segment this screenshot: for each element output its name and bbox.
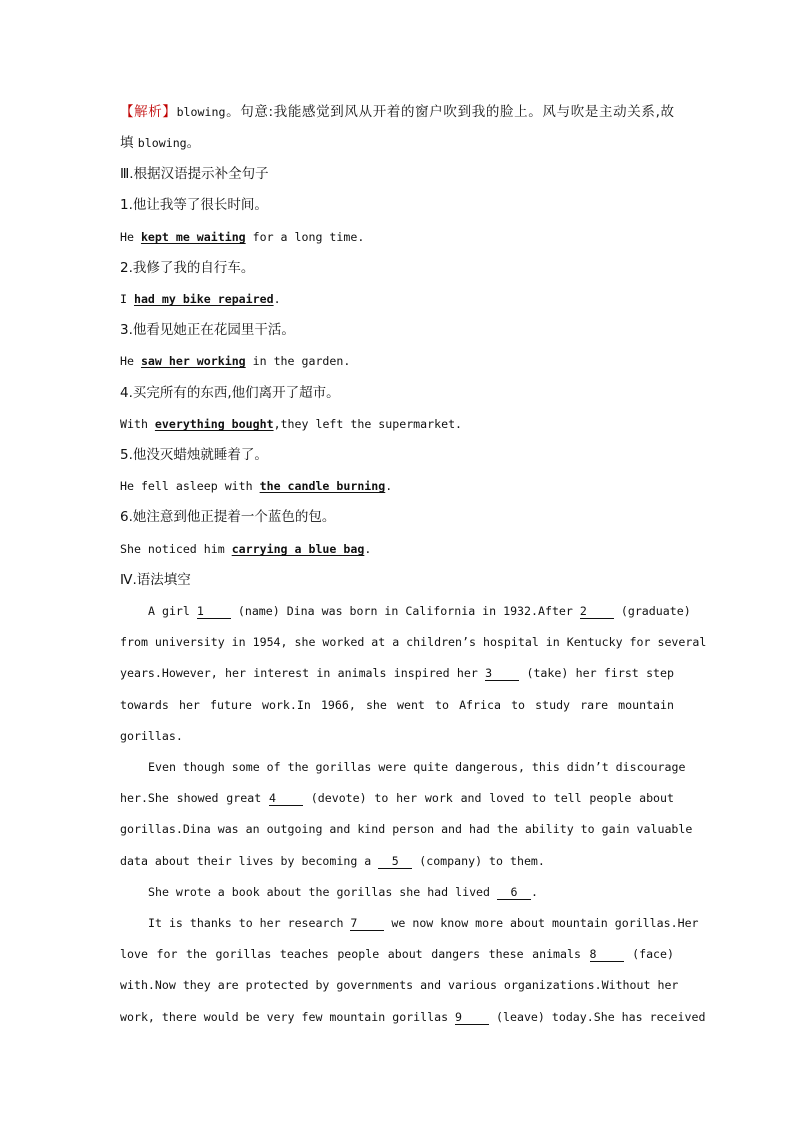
item-post: for a long time. xyxy=(245,230,365,244)
passage-text: data about their lives by becoming a xyxy=(120,854,379,868)
item-pre: I xyxy=(120,292,134,306)
item-answer: saw her working xyxy=(140,354,246,368)
answer-blank: 9 xyxy=(455,1010,489,1025)
passage-line: gorillas. xyxy=(120,729,183,743)
item-chinese: 4.买完所有的东西,他们离开了超市。 xyxy=(120,385,340,401)
item-english xyxy=(120,228,674,246)
passage-text: we now know more about mountain gorillas.Her xyxy=(384,916,699,930)
passage-text: years.However, her interest in animals inspired her xyxy=(120,666,486,680)
analysis-text: 。句意:我能感觉到风从开着的窗户吹到我的脸上。风与吹是主动关系,故 xyxy=(225,104,675,120)
passage-line xyxy=(120,664,674,682)
item-pre: He xyxy=(120,354,141,368)
item-post: in the garden. xyxy=(245,354,351,368)
item-chinese: 6.她注意到他正提着一个蓝色的包。 xyxy=(120,509,336,525)
passage-line xyxy=(120,789,674,807)
passage-line: from university in 1954, she worked at a children’s hospital in Kentucky for several xyxy=(120,635,707,649)
passage-text: (devote) to her work and loved to tell people about xyxy=(303,791,674,805)
item-chinese: 5.他没灭蜡烛就睡着了。 xyxy=(120,447,268,463)
passage-text: (company) to them. xyxy=(412,854,545,868)
passage-text: She wrote a book about the gorillas she had lived xyxy=(148,885,498,899)
item-answer: carrying a blue bag xyxy=(231,542,365,556)
item-english xyxy=(120,540,674,558)
passage-text: love for the gorillas teaches people about dangers these animals xyxy=(120,947,590,961)
analysis-end: 。 xyxy=(186,135,201,151)
answer-word: blowing xyxy=(176,105,226,119)
passage-text: (take) her first step xyxy=(519,666,674,680)
analysis-line-2 xyxy=(120,134,674,152)
answer-word: blowing xyxy=(137,136,187,150)
passage-line xyxy=(148,914,699,932)
section-heading: Ⅲ.根据汉语提示补全句子 xyxy=(120,166,269,182)
passage-line: with.Now they are protected by governments and various organizations.Without her xyxy=(120,978,679,992)
item-english xyxy=(120,415,674,433)
answer-blank: 2 xyxy=(580,604,614,619)
item-english xyxy=(120,352,674,370)
item-post: . xyxy=(385,479,393,493)
item-answer: the candle burning xyxy=(259,479,386,493)
item-english xyxy=(120,477,674,495)
passage-line xyxy=(148,883,674,901)
passage-text: (leave) today.She has received xyxy=(489,1010,706,1024)
item-post: ,they left the supermarket. xyxy=(273,417,463,431)
item-answer: everything bought xyxy=(154,417,274,431)
item-chinese: 1.他让我等了很长时间。 xyxy=(120,197,268,213)
item-pre: He fell asleep with xyxy=(120,479,260,493)
item-english xyxy=(120,290,674,308)
passage-line xyxy=(120,852,674,870)
item-post: . xyxy=(364,542,372,556)
answer-blank: 5 xyxy=(378,854,412,869)
passage-text: her.She showed great xyxy=(120,791,269,805)
passage-line xyxy=(148,602,691,620)
item-pre: With xyxy=(120,417,155,431)
answer-blank: 4 xyxy=(269,791,303,806)
passage-line: Even though some of the gorillas were quite dangerous, this didn’t discourage xyxy=(148,760,686,774)
answer-blank: 3 xyxy=(485,666,519,681)
passage-text: (face) xyxy=(623,947,674,961)
item-chinese: 2.我修了我的自行车。 xyxy=(120,260,255,276)
analysis-fill-word: 填 xyxy=(120,135,134,151)
item-answer: had my bike repaired xyxy=(133,292,274,306)
passage-line: gorillas.Dina was an outgoing and kind person and had the ability to gain valuable xyxy=(120,822,693,836)
passage-line xyxy=(120,945,674,963)
analysis-tag: 【解析】 xyxy=(120,104,177,120)
analysis-line-1 xyxy=(120,103,674,121)
answer-blank: 1 xyxy=(197,604,231,619)
passage-text: A girl xyxy=(148,604,197,618)
passage-text: It is thanks to her research xyxy=(148,916,351,930)
item-chinese: 3.他看见她正在花园里干活。 xyxy=(120,322,295,338)
passage-text: . xyxy=(531,885,538,899)
answer-blank: 8 xyxy=(590,947,624,962)
section-heading: Ⅳ.语法填空 xyxy=(120,572,191,588)
passage-text: (graduate) xyxy=(613,604,691,618)
passage-text: (name) Dina was born in California in 1932.After xyxy=(230,604,580,618)
passage-line xyxy=(120,1008,706,1026)
item-pre: He xyxy=(120,230,141,244)
item-pre: She noticed him xyxy=(120,542,232,556)
answer-blank: 6 xyxy=(497,885,531,900)
answer-blank: 7 xyxy=(350,916,384,931)
passage-line: towards her future work.In 1966, she went to Africa to study rare mountain xyxy=(120,698,674,712)
passage-text: work, there would be very few mountain gorillas xyxy=(120,1010,456,1024)
item-post: . xyxy=(273,292,281,306)
item-answer: kept me waiting xyxy=(140,230,246,244)
